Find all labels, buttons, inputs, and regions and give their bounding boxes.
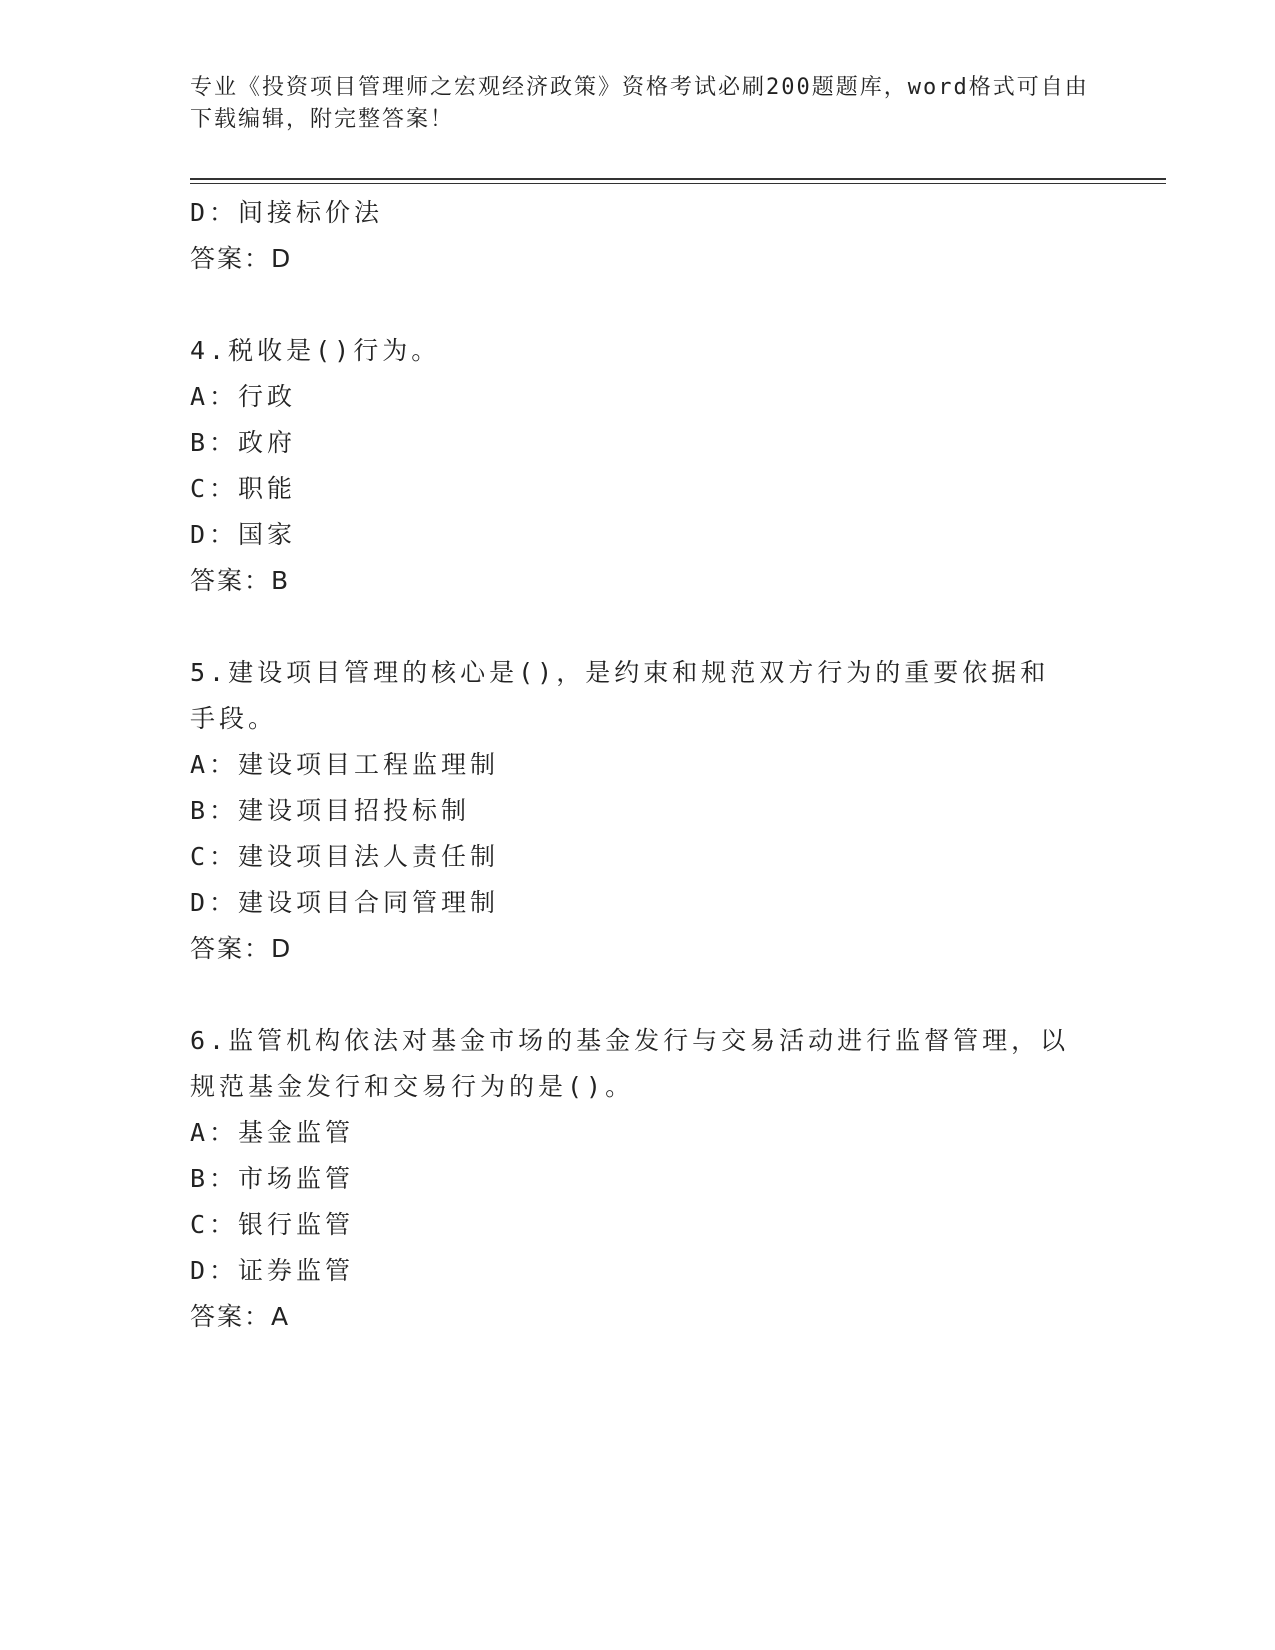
question-text: 4.税收是()行为。 — [190, 336, 441, 365]
option-c: C：建设项目法人责任制 — [190, 842, 500, 871]
document-body — [190, 190, 1090, 1340]
header-text: 专业《投资项目管理师之宏观经济政策》资格考试必刷200题题库，word格式可自由下载编辑，附完整答案！ — [190, 75, 1089, 132]
spacer — [190, 972, 1090, 1018]
question-text: 6.监管机构依法对基金市场的基金发行与交易活动进行监督管理，以规范基金发行和交易行为的是()。 — [190, 1026, 1070, 1101]
option-d: D：建设项目合同管理制 — [190, 888, 500, 917]
answer-line: 答案：D — [190, 934, 293, 963]
option-b: B：政府 — [190, 428, 297, 457]
option-c: C：银行监管 — [190, 1210, 355, 1239]
answer-line: 答案：D — [190, 244, 293, 273]
page-header — [190, 72, 1090, 136]
answer-line: 答案：B — [190, 566, 291, 595]
option-a: A：基金监管 — [190, 1118, 355, 1147]
question-text: 5.建设项目管理的核心是()，是约束和规范双方行为的重要依据和手段。 — [190, 658, 1050, 733]
option-d: D：间接标价法 — [190, 198, 384, 227]
question-block — [190, 1018, 1090, 1340]
spacer — [190, 282, 1090, 328]
header-divider — [190, 178, 1166, 184]
option-b: B：市场监管 — [190, 1164, 355, 1193]
option-b: B：建设项目招投标制 — [190, 796, 471, 825]
option-c: C：职能 — [190, 474, 297, 503]
spacer — [190, 604, 1090, 650]
option-a: A：行政 — [190, 382, 297, 411]
question-block — [190, 650, 1090, 972]
option-a: A：建设项目工程监理制 — [190, 750, 500, 779]
question-block — [190, 328, 1090, 604]
answer-line: 答案：A — [190, 1302, 291, 1331]
option-d: D：国家 — [190, 520, 297, 549]
option-d: D：证券监管 — [190, 1256, 355, 1285]
